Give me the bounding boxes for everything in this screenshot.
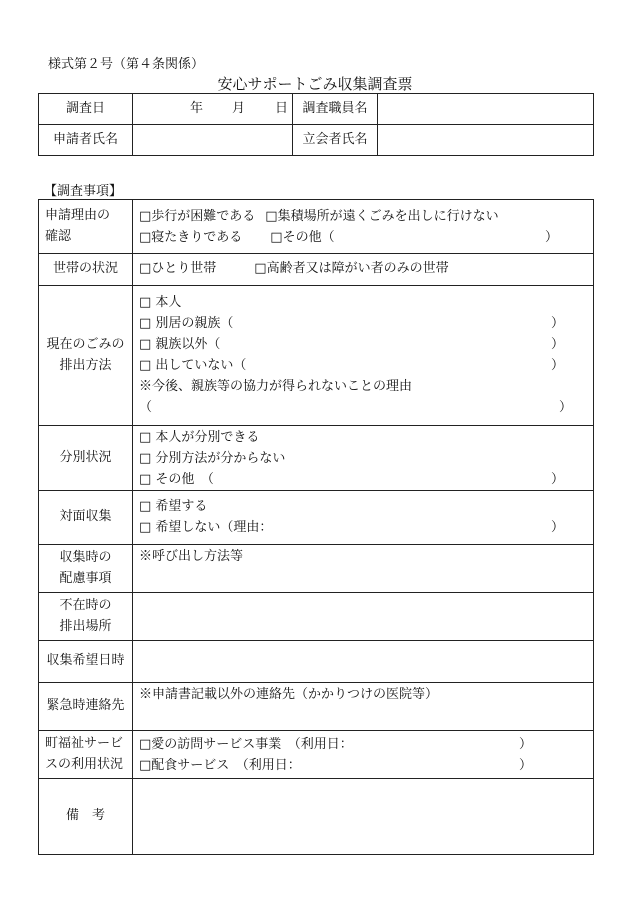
applicant-name-field[interactable] [133,125,293,156]
emergency-field[interactable] [133,683,594,731]
applicant-name-label: 申請者氏名 [39,125,133,156]
considerations-field[interactable] [133,545,594,593]
witness-name-label: 立会者氏名 [293,125,378,156]
sorting-content [133,426,594,491]
household-label: 世帯の状況 [39,254,133,286]
reason-label [39,200,133,254]
preferred-date-label: 収集希望日時 [39,641,133,683]
staff-name-label: 調査職員名 [293,94,378,125]
welfare-label [39,731,133,779]
reason-content [133,200,594,254]
walking-difficult-checkbox[interactable]: □歩行が困難である [139,209,256,224]
header-row-1 [39,94,594,125]
reason-row [39,200,594,254]
face-to-face-content [133,491,594,545]
day-label: 日 [275,101,289,116]
sorting-other-checkbox[interactable]: □ その他 （ [139,472,214,487]
self-checkbox[interactable]: □ 本人 [139,295,182,310]
section-label: 【調査事項】 [44,184,123,199]
month-label: 月 [232,101,246,116]
sorting-row [39,426,594,491]
reason-label-line1: 申請理由の [45,207,111,223]
considerations-label [39,545,133,593]
not-disposing-close: ） [551,358,565,373]
disposal-content [133,286,594,426]
disposal-label-line1: 現在のごみの [46,336,125,352]
remarks-field[interactable] [133,779,594,855]
call-method-note: ※呼び出し方法等 [139,549,244,564]
page-title: 安心サポートごみ収集調査票 [217,75,413,93]
emergency-row [39,683,594,731]
no-wish-checkbox[interactable]: □ 希望しない（理由： [139,520,273,535]
considerations-row [39,545,594,593]
wish-checkbox[interactable]: □ 希望する [139,499,208,514]
welfare-label-line2: スの利用状況 [45,756,124,772]
emergency-label: 緊急時連絡先 [39,683,133,731]
sorting-label: 分別状況 [39,426,133,491]
reason-open-paren: （ [139,400,153,415]
non-relatives-close: ） [551,337,565,352]
form-number: 様式第２号（第４条関係） [48,57,205,72]
emergency-note: ※申請書記載以外の連絡先（かかりつけの医院等） [139,687,439,702]
absence-label [39,593,133,641]
survey-date-field[interactable] [133,94,293,125]
staff-name-field[interactable] [378,94,594,125]
face-to-face-label: 対面収集 [39,491,133,545]
absence-label-line1: 不在時の [59,597,112,613]
remarks-label: 備 考 [39,779,133,855]
collection-point-far-checkbox[interactable]: □集積場所が遠くごみを出しに行けない [265,209,499,224]
sorting-other-close: ） [551,472,565,487]
welfare-row [39,731,594,779]
preferred-date-row [39,641,594,683]
bedridden-checkbox[interactable]: □寝たきりである [139,230,243,245]
disposal-label [39,286,133,426]
reason-label-line2: 確認 [45,228,72,244]
considerations-label-line1: 収集時の [59,549,112,565]
not-disposing-checkbox[interactable]: □ 出していない（ [139,358,247,373]
household-content [133,254,594,286]
no-family-help-note: ※今後、親族等の協力が得られないことの理由 [139,379,413,394]
other-reason-close: ） [545,230,559,245]
absence-field[interactable] [133,593,594,641]
considerations-label-line2: 配慮事項 [59,570,112,586]
year-label: 年 [190,101,204,116]
separate-relatives-checkbox[interactable]: □ 別居の親族（ [139,316,234,331]
non-relatives-checkbox[interactable]: □ 親族以外（ [139,337,221,352]
visit-service-close: ） [519,737,533,752]
separate-relatives-close: ） [551,316,565,331]
absence-label-line2: 排出場所 [59,618,112,634]
survey-table [38,199,594,855]
disposal-row [39,286,594,426]
elderly-disabled-household-checkbox[interactable]: □高齢者又は障がい者のみの世帯 [254,261,449,277]
welfare-content [133,731,594,779]
no-wish-close: ） [551,520,565,535]
welfare-label-line1: 町福祉サービ [45,735,124,751]
face-to-face-row [39,491,594,545]
single-household-checkbox[interactable]: □ひとり世帯 [139,261,217,277]
survey-date-label: 調査日 [39,94,133,125]
visit-service-checkbox[interactable]: □愛の訪問サービス事業 （利用日： [139,737,353,752]
header-row-2 [39,125,594,156]
other-reason-checkbox[interactable]: □その他（ [270,230,335,245]
header-table [38,93,594,156]
reason-close-paren: ） [559,400,573,415]
disposal-label-line2: 排出方法 [59,357,112,373]
can-sort-checkbox[interactable]: □ 本人が分別できる [139,430,260,445]
remarks-row [39,779,594,855]
witness-name-field[interactable] [378,125,594,156]
preferred-date-field[interactable] [133,641,594,683]
meal-service-checkbox[interactable]: □配食サービス （利用日： [139,758,301,773]
absence-row [39,593,594,641]
unknown-sort-method-checkbox[interactable]: □ 分別方法が分からない [139,451,286,466]
meal-service-close: ） [519,758,533,773]
household-row [39,254,594,286]
